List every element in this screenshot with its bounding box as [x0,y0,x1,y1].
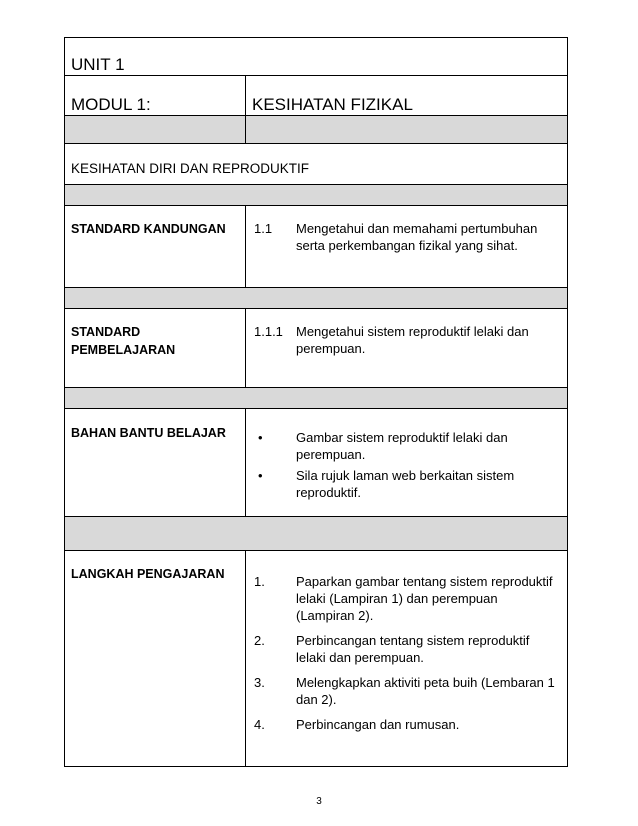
topic-row [65,144,568,185]
list-item [254,573,559,624]
lesson-plan-table [64,37,568,767]
grey-cell [65,517,568,551]
standard-kandungan-number: 1.1 [254,221,273,236]
standard-pembelajaran-text: Mengetahui sistem reproduktif lelaki dan perempuan. [296,324,529,356]
grey-cell [246,116,568,144]
list-item [254,716,559,733]
grey-cell [65,288,568,309]
grey-cell [65,388,568,409]
modul-label: MODUL 1: [65,76,246,116]
step-number: 4. [254,717,265,732]
standard-pembelajaran-cell [246,309,568,388]
bullet-icon: • [258,430,263,445]
bahan-bantu-cell [246,409,568,517]
step-number: 3. [254,675,265,690]
step-text: Perbincangan dan rumusan. [296,717,460,732]
steps-list [254,573,559,733]
bahan-bantu-item: Gambar sistem reproduktif lelaki dan perempuan. [296,430,508,462]
unit-title: UNIT 1 [65,38,568,76]
bahan-bantu-label: BAHAN BANTU BELAJAR [65,409,246,517]
separator-row [65,185,568,206]
step-number: 2. [254,633,265,648]
standard-kandungan-text: Mengetahui dan memahami pertumbuhan serta perkembangan fizikal yang sihat. [296,221,538,253]
separator-row [65,388,568,409]
standard-kandungan-cell [246,206,568,288]
page-number: 3 [316,796,322,807]
standard-kandungan-label: STANDARD KANDUNGAN [65,206,246,288]
unit-row [65,38,568,76]
separator-row [65,288,568,309]
bahan-bantu-row [65,409,568,517]
list-item [254,429,559,463]
standard-pembelajaran-row [65,309,568,388]
bullet-icon: • [258,468,263,483]
langkah-row [65,551,568,767]
topic-title: KESIHATAN DIRI DAN REPRODUKTIF [65,144,568,185]
separator-row [65,517,568,551]
step-text: Melengkapkan aktiviti peta buih (Lembaran 1 dan 2). [296,675,555,707]
standard-kandungan-row [65,206,568,288]
modul-row [65,76,568,116]
step-number: 1. [254,574,265,589]
standard-pembelajaran-number: 1.1.1 [254,324,283,339]
grey-cell [65,116,246,144]
step-text: Paparkan gambar tentang sistem reproduktif lelaki (Lampiran 1) dan perempuan (Lampiran 2). [296,574,553,623]
separator-row [65,116,568,144]
bahan-bantu-item: Sila rujuk laman web berkaitan sistem reproduktif. [296,468,515,500]
modul-value: KESIHATAN FIZIKAL [246,76,568,116]
list-item [254,632,559,666]
langkah-cell [246,551,568,767]
grey-cell [65,185,568,206]
list-item [254,674,559,708]
langkah-label: LANGKAH PENGAJARAN [65,551,246,767]
step-text: Perbincangan tentang sistem reproduktif lelaki dan perempuan. [296,633,530,665]
list-item [254,467,559,501]
standard-pembelajaran-label: STANDARD PEMBELAJARAN [65,309,246,388]
